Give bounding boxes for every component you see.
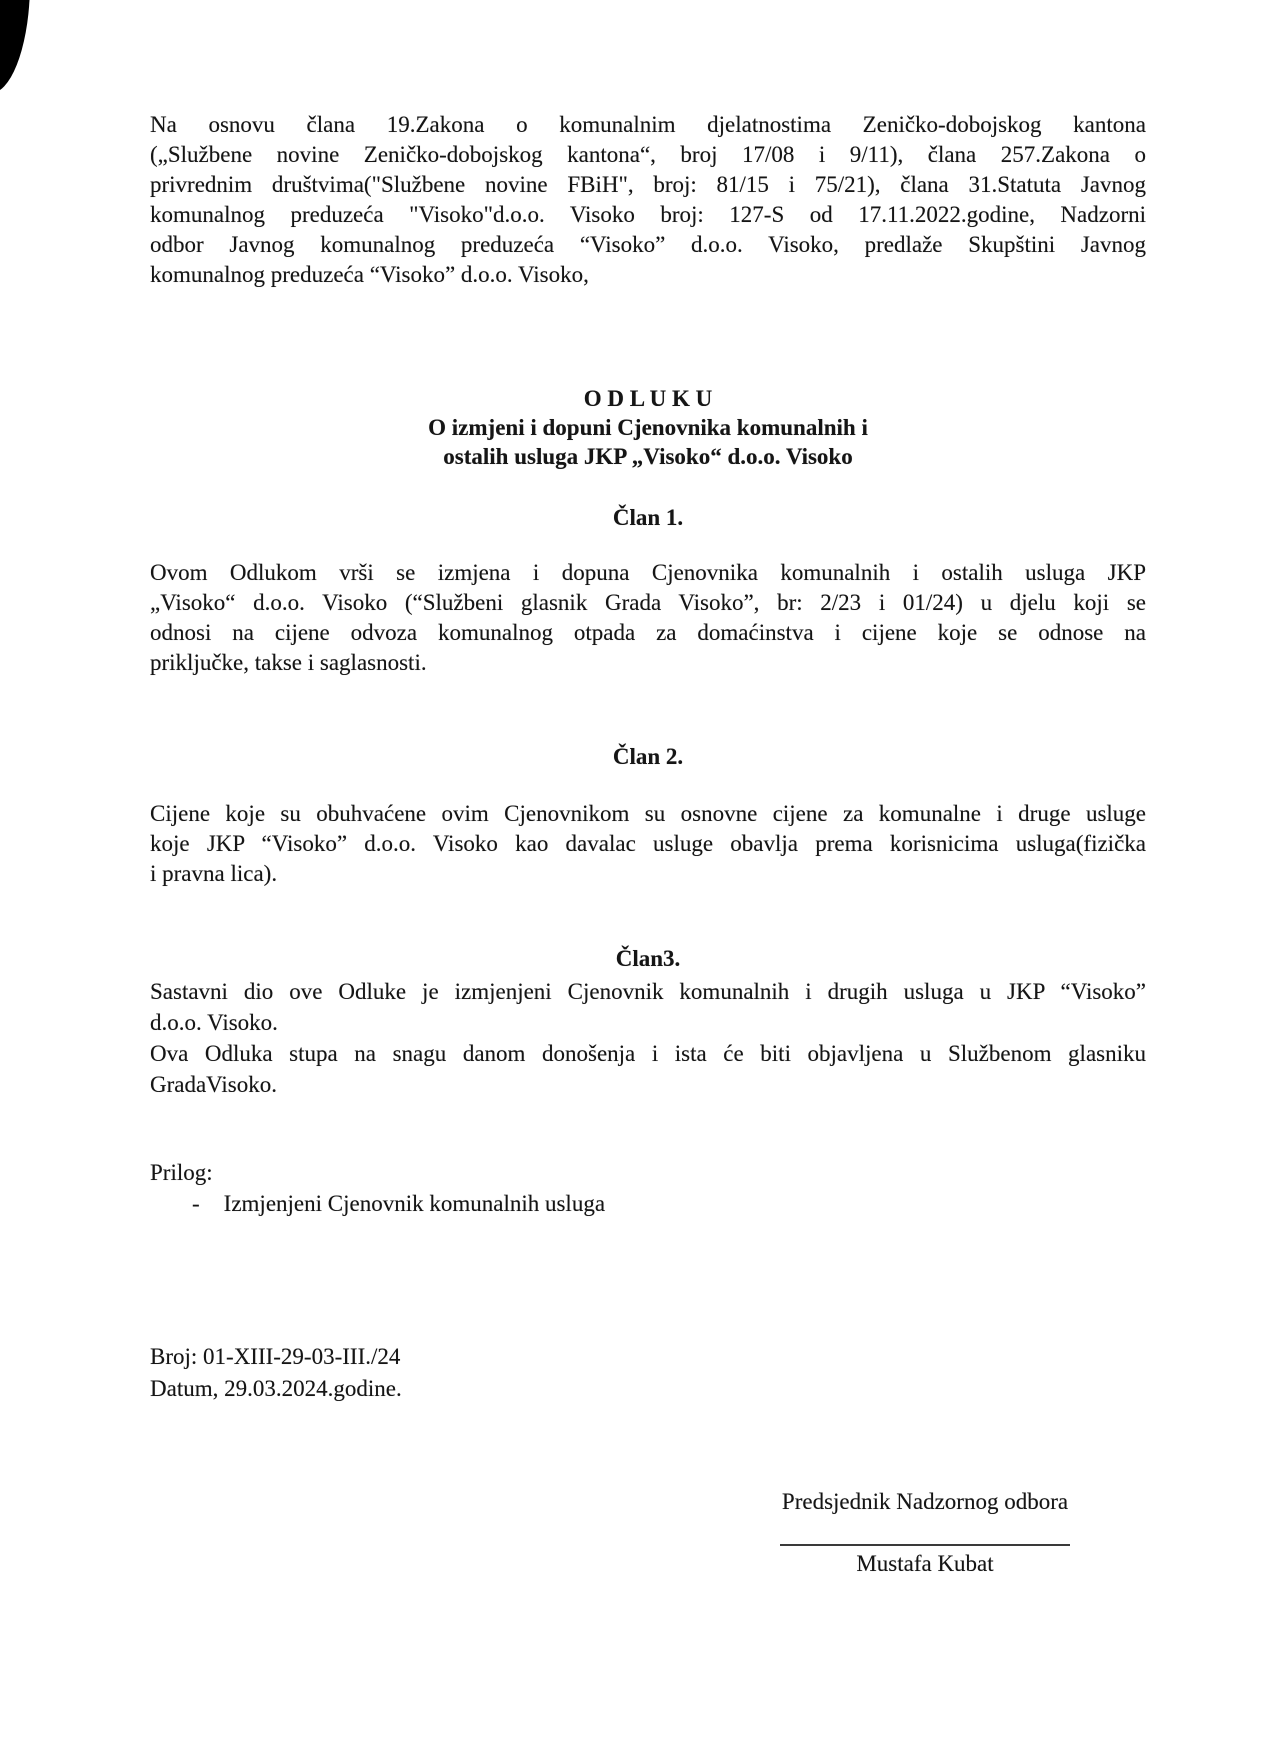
- article-heading-text: Član 2.: [612, 744, 684, 769]
- doc-line: odnosi na cijene odvoza komunalnog otpada za domaćinstva i cijene koje se odnose na: [150, 620, 1146, 645]
- doc-line: d.o.o. Visoko.: [150, 1010, 278, 1035]
- doc-line: Sastavni dio ove Odluke je izmjenjeni Cjenovnik komunalnih i drugih usluga u JKP “Visoko”: [150, 979, 1146, 1004]
- doc-line: Cijene koje su obuhvaćene ovim Cjenovnikom su osnovne cijene za komunalne i druge usluge: [150, 801, 1146, 826]
- article-2-heading: [150, 742, 1146, 771]
- article-3-paragraph: [150, 976, 1146, 1100]
- decision-title-word: O D L U K U: [583, 386, 713, 411]
- signature-block: [690, 1488, 1160, 1578]
- article-1-heading: [150, 503, 1146, 532]
- decision-title-subtitle-line: O izmjeni i dopuni Cjenovnika komunalnih i: [428, 415, 868, 440]
- reference-date: Datum, 29.03.2024.godine.: [150, 1376, 402, 1401]
- reference-date-row: [150, 1374, 1146, 1404]
- decision-title-subtitle-line: ostalih usluga JKP „Visoko“ d.o.o. Visoko: [443, 444, 853, 469]
- doc-line: i pravna lica).: [150, 861, 278, 886]
- attachment-item-row: [150, 1189, 1146, 1219]
- bullet-dash: -: [192, 1191, 200, 1216]
- reference-number-row: [150, 1342, 1146, 1372]
- intro-line: komunalnog preduzeća "Visoko"d.o.o. Visoko broj: 127-S od 17.11.2022.godine, Nadzorni: [150, 202, 1146, 227]
- intro-line: Na osnovu člana 19.Zakona o komunalnim djelatnostima Zeničko-dobojskog kantona: [150, 112, 1146, 137]
- article-2-paragraph: [150, 799, 1146, 889]
- signature-name: Mustafa Kubat: [856, 1551, 994, 1576]
- doc-line: Ova Odluka stupa na snagu danom donošenja i ista će biti objavljena u Službenom glasniku: [150, 1041, 1146, 1066]
- scan-corner-artifact: [0, 0, 30, 95]
- doc-line: priključke, takse i saglasnosti.: [150, 650, 427, 675]
- attachment-label: Prilog:: [150, 1160, 213, 1185]
- intro-line: odbor Javnog komunalnog preduzeća “Visoko” d.o.o. Visoko, predlaže Skupštini Javnog: [150, 232, 1146, 257]
- attachment-section: [150, 1158, 1146, 1188]
- doc-line: koje JKP “Visoko” d.o.o. Visoko kao davalac usluge obavlja prema korisnicima usluga(fizička: [150, 831, 1146, 856]
- reference-number: Broj: 01-XIII-29-03-III./24: [150, 1344, 401, 1369]
- article-1-paragraph: [150, 558, 1146, 678]
- intro-line: privrednim društvima("Službene novine FBiH", broj: 81/15 i 75/21), člana 31.Statuta Javnog: [150, 172, 1146, 197]
- intro-paragraph: [150, 110, 1146, 290]
- decision-title: [150, 384, 1146, 471]
- signature-role: Predsjednik Nadzornog odbora: [781, 1489, 1069, 1514]
- intro-line: komunalnog preduzeća “Visoko” d.o.o. Visoko,: [150, 262, 589, 287]
- intro-line: („Službene novine Zeničko-dobojskog kantona“, broj 17/08 i 9/11), člana 257.Zakona o: [150, 142, 1146, 167]
- article-heading-text: Član3.: [615, 946, 681, 971]
- doc-line: „Visoko“ d.o.o. Visoko (“Službeni glasnik Grada Visoko”, br: 2/23 i 01/24) u djelu koji se: [150, 590, 1146, 615]
- article-heading-text: Član 1.: [612, 505, 684, 530]
- article-3-heading: [150, 944, 1146, 973]
- doc-line: GradaVisoko.: [150, 1072, 278, 1097]
- signature-line: [780, 1544, 1070, 1546]
- attachment-item: Izmjenjeni Cjenovnik komunalnih usluga: [223, 1191, 606, 1216]
- doc-line: Ovom Odlukom vrši se izmjena i dopuna Cjenovnika komunalnih i ostalih usluga JKP: [150, 560, 1146, 585]
